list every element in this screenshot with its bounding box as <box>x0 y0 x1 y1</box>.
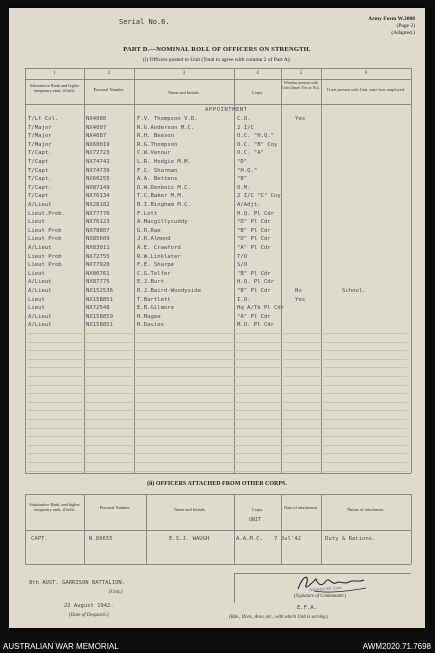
officer-number: NX4087 <box>86 133 107 140</box>
part-title: PART D.—NOMINAL ROLL OF OFFICERS ON STRENGTH. <box>123 46 311 53</box>
table-num-rule <box>25 79 411 80</box>
officer-corps: O.C. "A" <box>237 150 264 157</box>
table-row <box>9 176 425 184</box>
officer-name: B.I.Bingham M.C. <box>137 202 191 208</box>
officer-name: E.B.Gilmore <box>137 305 175 312</box>
table-row <box>9 116 425 124</box>
col-header-employed: If not present with Unit, state how employed. <box>327 87 405 92</box>
part-subtitle: (i) Officers posted to Unit (Total to agree with column 2 of Part A). <box>143 57 291 63</box>
signature-stamp: Adjutant 8th Aust. <box>308 584 343 593</box>
form-number-block <box>368 16 415 37</box>
s2-col-border <box>321 494 322 564</box>
officer-name: R.H. Beeson <box>137 133 175 140</box>
blank-rule <box>27 385 407 386</box>
officer-name: A.A. Bettens <box>137 176 178 183</box>
officer-number: NX4097 <box>86 124 107 131</box>
officer-number: NX72755 <box>86 253 110 260</box>
officer-rank: T/Major <box>28 133 52 140</box>
blank-rule <box>27 471 407 472</box>
attached-row <box>9 536 425 544</box>
officer-corps: O.C. "H.Q." <box>237 133 275 140</box>
table-row <box>9 228 425 236</box>
table-row <box>9 193 425 201</box>
officer-number: NX87775 <box>86 279 110 286</box>
officer-name: R.J.Baird-Woodyside <box>137 288 201 294</box>
serial-number: Serial No.6. <box>119 18 170 26</box>
officer-number: NX158859 <box>86 313 113 320</box>
officer-number: NX60019 <box>86 141 110 148</box>
officer-name: F.C. Sharman <box>137 167 178 174</box>
table-row <box>9 202 425 210</box>
officer-name: H.Magee <box>137 313 161 320</box>
officer-corps: O.M. <box>237 184 251 191</box>
officer-number: NX83011 <box>86 245 110 251</box>
col-number: 5 <box>299 71 303 76</box>
s2-header-date: Date of attachment. <box>284 505 318 510</box>
form-page: (Page 2) <box>396 23 415 29</box>
attached-rank: CAPT. <box>31 536 48 542</box>
table-bottom-rule <box>25 473 411 474</box>
appointment-label: APPOINTMENT <box>205 107 248 113</box>
col-header-number: Personal Number. <box>93 87 125 92</box>
officer-corps: A/Adjt. <box>237 202 261 208</box>
s2-header-number: Personal Number. <box>99 505 131 510</box>
table-row <box>9 142 425 150</box>
table-header-rule <box>25 104 411 105</box>
blank-rule <box>27 350 407 351</box>
officer-corps: "D" Pl Cdr <box>237 236 271 243</box>
officer-number: NX74739 <box>86 167 110 174</box>
officer-corps: T/O <box>237 253 248 260</box>
officer-corps: I.O. <box>237 296 251 303</box>
officer-name: T.C.Baker M.M. <box>137 193 185 200</box>
officer-number: NX60255 <box>86 176 110 183</box>
attached-name: E.S.J. WAUGH <box>169 536 210 542</box>
officer-name: R.W.Linklater <box>137 253 181 260</box>
officer-number: NX28182 <box>86 202 110 208</box>
table-row <box>9 219 425 227</box>
s2-corps-unit: UNIT <box>249 517 262 523</box>
formation-caption: (Bde., Divn., Area, etc., with which Unit is serving.) <box>229 615 329 620</box>
officer-name: G.R.Rae <box>137 227 161 234</box>
officer-present: No <box>295 288 302 294</box>
officer-corps: 2 I/C <box>237 124 254 131</box>
blank-rule <box>27 367 407 368</box>
attached-corps: A.A.M.C. <box>236 536 263 542</box>
officer-number: NX85609 <box>86 236 110 243</box>
blank-rule <box>27 342 407 343</box>
officer-name: F.Lott <box>137 210 158 217</box>
officer-rank: A/Lieut <box>28 313 52 320</box>
table-row <box>9 245 425 253</box>
officer-rank: Lieut Prob <box>28 236 62 243</box>
officer-rank: Lieut Prob <box>28 227 62 234</box>
officer-number: NX86761 <box>86 270 110 277</box>
officer-corps: H.Q. Pl Cdr <box>237 279 275 286</box>
officer-corps: M.O. Pl Cdr <box>237 322 275 329</box>
col-header-corps: Corps. <box>251 90 264 95</box>
officer-corps: "B" <box>237 176 248 183</box>
officer-name: T.Bartlett <box>137 296 171 303</box>
s2-col-border <box>411 494 412 564</box>
col-number: 6 <box>364 71 368 76</box>
officer-rank: Lieut <box>28 219 45 226</box>
table-row <box>9 314 425 322</box>
officer-corps: "B" Pl Cdr <box>237 270 271 277</box>
officer-corps: C.O. <box>237 116 251 122</box>
col-number: 1 <box>53 71 56 76</box>
officer-corps: H.Q. Pl Cdr <box>237 210 275 217</box>
table-row <box>9 125 425 133</box>
attached-corps-note: 7 Jul'42 <box>274 536 301 542</box>
despatch-date: 22 August 1942. <box>64 603 114 609</box>
blank-rule <box>27 445 407 446</box>
officer-name: E.J.Burt <box>137 279 164 286</box>
s2-header-rank: Substantive Rank, and higher temporary rank, if held. <box>29 502 80 513</box>
officer-name: A.Macgillycuddy <box>137 219 188 226</box>
attached-number: N.89655 <box>89 536 113 542</box>
officer-corps: S/O <box>237 262 248 269</box>
officer-rank: A/Lieut <box>28 202 52 208</box>
officer-rank: Lieut <box>28 270 45 277</box>
officer-name: C.W.Venour <box>137 150 171 157</box>
table-row <box>9 288 425 296</box>
table-row <box>9 305 425 313</box>
officer-rank: A/Lieut <box>28 245 52 251</box>
officer-rank: T/Major <box>28 141 52 148</box>
officer-number: NX78807 <box>86 227 110 234</box>
officer-corps: "H.Q." <box>237 167 258 174</box>
officer-employment: School. <box>342 288 366 294</box>
blank-rule <box>27 393 407 394</box>
table-top-rule <box>25 68 411 69</box>
blank-rule <box>27 333 407 334</box>
officer-corps: "D" Pl Cdr <box>237 219 271 226</box>
officer-name: R.G.Anderson M.C. <box>137 124 195 131</box>
s2-col-border <box>146 494 147 564</box>
officer-corps: "D" <box>237 159 248 165</box>
blank-rule <box>27 419 407 420</box>
table-row <box>9 279 425 287</box>
s2-header-corps: Corps. <box>251 507 264 512</box>
table-row <box>9 133 425 141</box>
table-row <box>9 236 425 244</box>
officer-rank: T/Capt <box>28 193 49 200</box>
table-row <box>9 254 425 262</box>
blank-rule <box>27 428 407 429</box>
blank-rule <box>27 359 407 360</box>
officer-number: NX76134 <box>86 193 110 200</box>
s2-header-name: Name and Initials. <box>174 507 206 512</box>
signature-box-left <box>234 573 235 603</box>
officer-number: NX87149 <box>86 184 110 191</box>
officer-rank: T/Capt <box>28 167 49 174</box>
archive-reference: AWM2020.71.7698 <box>362 642 431 651</box>
s2-top-rule <box>25 494 411 495</box>
table-row <box>9 322 425 330</box>
officer-rank: Lieut <box>28 305 45 312</box>
formation: E.F.A. <box>297 605 317 611</box>
section2-title: (ii) OFFICERS ATTACHED FROM OTHER CORPS. <box>147 481 287 487</box>
unit-name: 8th AUST. GARRISON BATTALION. <box>29 580 126 586</box>
officer-corps: 2 I/C "C" Coy <box>237 193 281 200</box>
officer-corps: "B" Pl Cdr <box>237 227 271 234</box>
table-row <box>9 159 425 167</box>
form-sheet <box>9 8 425 628</box>
blank-rule <box>27 402 407 403</box>
signature-caption: (Signature of Commander.) <box>294 594 347 599</box>
officer-corps: "A" Pl Cdr <box>237 313 271 320</box>
officer-number: NX77920 <box>86 262 110 269</box>
col-number: 3 <box>182 71 186 76</box>
s2-bottom-rule <box>25 564 411 565</box>
s2-header-rule <box>25 530 411 531</box>
officer-name: R.G.Thompson <box>137 141 178 148</box>
officer-number: NX152536 <box>86 288 113 294</box>
archive-caption-bar <box>0 640 435 653</box>
unit-caption: (Unit.) <box>109 590 123 595</box>
col-number: 2 <box>107 71 111 76</box>
officer-name: F.E. Sharpe <box>137 262 175 269</box>
blank-rule <box>27 436 407 437</box>
officer-corps: "A" Pl Cdr <box>237 245 271 251</box>
officer-present: Yes <box>295 296 306 303</box>
officer-present: Yes <box>295 116 306 122</box>
blank-rule <box>27 376 407 377</box>
officer-rank: A/Lieut <box>28 288 52 294</box>
attached-nature: Duty & Rations. <box>325 536 376 542</box>
col-number: 4 <box>256 71 259 76</box>
table-row <box>9 185 425 193</box>
form-number: Army Form W.3008 <box>368 16 415 22</box>
officer-corps: "B" Pl Cdr <box>237 288 271 294</box>
officer-number: NX77776 <box>86 210 110 217</box>
officer-corps: O.C. "B" Coy <box>237 141 278 148</box>
officer-rank: T/Lt Col. <box>28 116 59 122</box>
officer-rank: T/Capt <box>28 159 49 165</box>
col-header-rank: Substantive Rank and higher temporary rank, if held. <box>29 83 80 94</box>
despatch-date-caption: (Date of Despatch.) <box>69 613 109 618</box>
officer-rank: Lieut Prob <box>28 262 62 269</box>
officer-name: A.E. Crawford <box>137 245 181 251</box>
s2-col-border <box>234 494 235 564</box>
officer-name: D.W.Denbois M.C. <box>137 184 191 191</box>
table-row <box>9 262 425 270</box>
officer-number: NX74741 <box>86 159 110 165</box>
s2-header-nature: Nature of attachment. <box>347 507 385 512</box>
officer-name: L.R. Hodgie M.M. <box>137 159 191 165</box>
col-header-name: Name and Initials. <box>168 90 200 95</box>
table-row <box>9 150 425 158</box>
officer-number: NX158851 <box>86 322 113 329</box>
officer-number: NX72548 <box>86 305 110 312</box>
officer-rank: Lieut <box>28 296 45 303</box>
blank-rule <box>27 410 407 411</box>
officer-rank: Lieut Prob <box>28 253 62 260</box>
officer-name: J.R.Almond <box>137 236 171 243</box>
officer-number: NX72723 <box>86 150 110 157</box>
officer-rank: Lieut.Prob. <box>28 210 66 217</box>
blank-rule <box>27 462 407 463</box>
officer-name: C.G.Telfer <box>137 270 171 277</box>
blank-rule <box>27 453 407 454</box>
table-row <box>9 168 425 176</box>
archive-name: AUSTRALIAN WAR MEMORIAL <box>3 642 119 651</box>
officer-rank: T/Major <box>28 124 52 131</box>
officer-name: F.V. Thompson V.D. <box>137 116 198 122</box>
officer-rank: T/Capt. <box>28 150 52 157</box>
table-row <box>9 271 425 279</box>
col-header-present: Whether present with Unit (Insert Yes or No). <box>282 80 320 90</box>
officer-name: H.Davies <box>137 322 164 329</box>
officer-number: NX76123 <box>86 219 110 226</box>
table-row <box>9 211 425 219</box>
officer-rank: A/Lieut <box>28 322 52 329</box>
table-row <box>9 297 425 305</box>
officer-corps: Hq A/Tk Pl Cdr <box>237 305 285 312</box>
officer-number: NX158851 <box>86 296 113 303</box>
officer-rank: T/Capt. <box>28 184 52 191</box>
form-adapted: (Adapted.) <box>391 30 415 36</box>
officer-number: NX4080 <box>86 116 107 122</box>
officer-rank: T/Capt. <box>28 176 52 183</box>
officer-rank: A/Lieut <box>28 279 52 286</box>
